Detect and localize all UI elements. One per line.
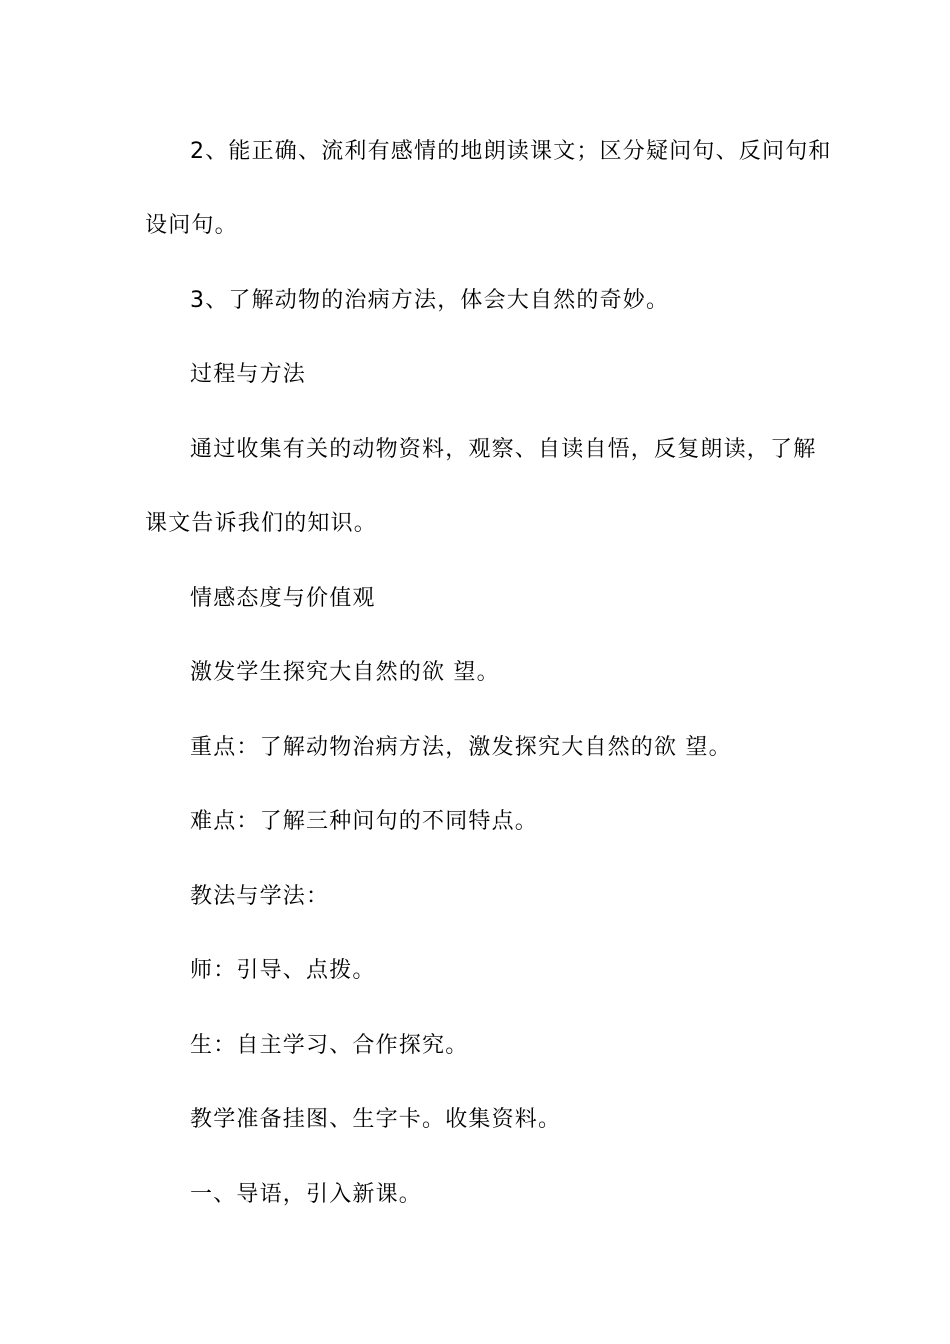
heading-teaching-learning-methods: 教法与学法： bbox=[190, 884, 330, 909]
heading-emotion-attitude-values: 情感态度与价值观 bbox=[190, 586, 376, 611]
paragraph-objective-2-line-2: 设问句。 bbox=[145, 213, 238, 238]
paragraph-process-line-2: 课文告诉我们的知识。 bbox=[145, 511, 378, 536]
paragraph-student-method: 生：自主学习、合作探究。 bbox=[190, 1033, 469, 1058]
paragraph-objective-2-line-1: 2、能正确、流利有感情的地朗读课文；区分疑问句、反问句和 bbox=[190, 139, 832, 164]
paragraph-process-line-1: 通过收集有关的动物资料，观察、自读自悟，反复朗读，了解 bbox=[190, 437, 817, 462]
paragraph-teacher-method: 师：引导、点拨。 bbox=[190, 958, 376, 983]
heading-process-and-method: 过程与方法 bbox=[190, 362, 307, 387]
paragraph-key-point: 重点：了解动物治病方法，激发探究大自然的欲 望。 bbox=[190, 735, 732, 760]
paragraph-difficulty: 难点：了解三种问句的不同特点。 bbox=[190, 809, 539, 834]
paragraph-teaching-preparation: 教学准备挂图、生字卡。收集资料。 bbox=[190, 1107, 562, 1132]
heading-section-one-introduction: 一、导语，引入新课。 bbox=[190, 1182, 423, 1207]
paragraph-emotion: 激发学生探究大自然的欲 望。 bbox=[190, 660, 500, 685]
paragraph-objective-3: 3、了解动物的治病方法，体会大自然的奇妙。 bbox=[190, 288, 670, 313]
